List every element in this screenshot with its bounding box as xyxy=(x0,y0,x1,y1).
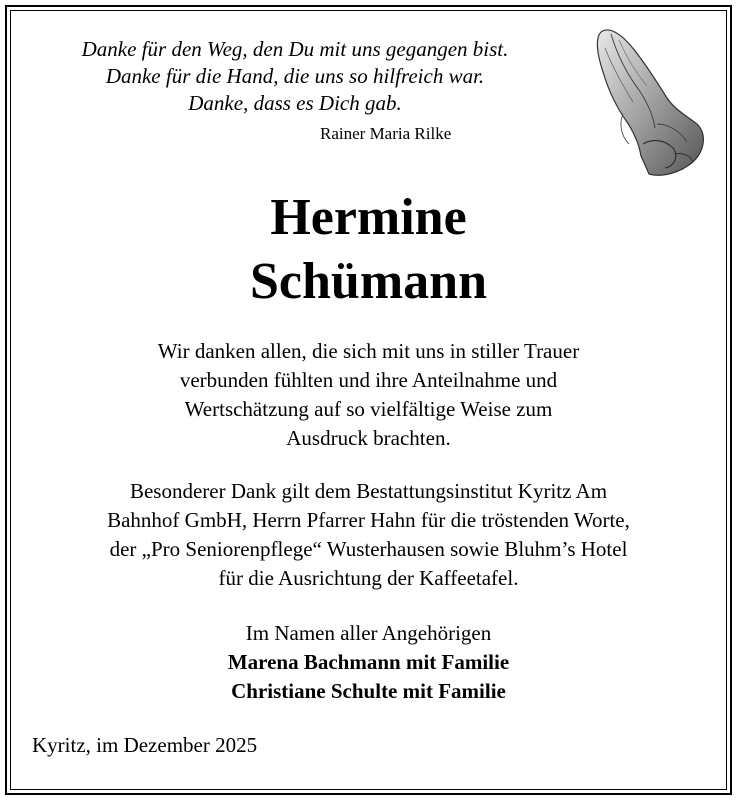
special-thanks-paragraph xyxy=(0,477,737,593)
deceased-last-name: Schümann xyxy=(250,253,487,310)
paragraph-line: verbunden fühlten und ihre Anteilnahme und xyxy=(179,368,558,392)
paragraph-line: Besonderer Dank gilt dem Bestattungsinstitut Kyritz Am xyxy=(129,479,608,503)
quote-line: Danke für die Hand, die uns so hilfreich war. xyxy=(105,64,485,88)
paragraph-line: Bahnhof GmbH, Herrn Pfarrer Hahn für die tröstenden Worte, xyxy=(107,508,630,532)
signature-name: Christiane Schulte mit Familie xyxy=(231,679,506,703)
deceased-first-name: Hermine xyxy=(270,189,467,246)
signature-intro: Im Namen aller Angehörigen xyxy=(245,621,492,645)
paragraph-line: Wir danken allen, die sich mit uns in stiller Trauer xyxy=(157,339,580,363)
quote-line: Danke, dass es Dich gab. xyxy=(188,91,402,115)
paragraph-line: Ausdruck brachten. xyxy=(286,426,451,450)
paragraph-line: für die Ausrichtung der Kaffeetafel. xyxy=(218,566,519,590)
praying-hands-icon xyxy=(583,24,713,182)
paragraph-line: der „Pro Seniorenpflege“ Wusterhausen sowie Bluhm’s Hotel xyxy=(109,537,628,561)
rilke-quote xyxy=(0,36,590,117)
thanks-paragraph xyxy=(0,337,737,453)
signature-name: Marena Bachmann mit Familie xyxy=(227,650,510,674)
place-date: Kyritz, im Dezember 2025 xyxy=(32,733,258,757)
quote-author: Rainer Maria Rilke xyxy=(320,124,452,143)
quote-line: Danke für den Weg, den Du mit uns gegangen bist. xyxy=(81,37,509,61)
paragraph-line: Wertschätzung auf so vielfältige Weise zum xyxy=(184,397,553,421)
signature-block xyxy=(0,619,737,706)
